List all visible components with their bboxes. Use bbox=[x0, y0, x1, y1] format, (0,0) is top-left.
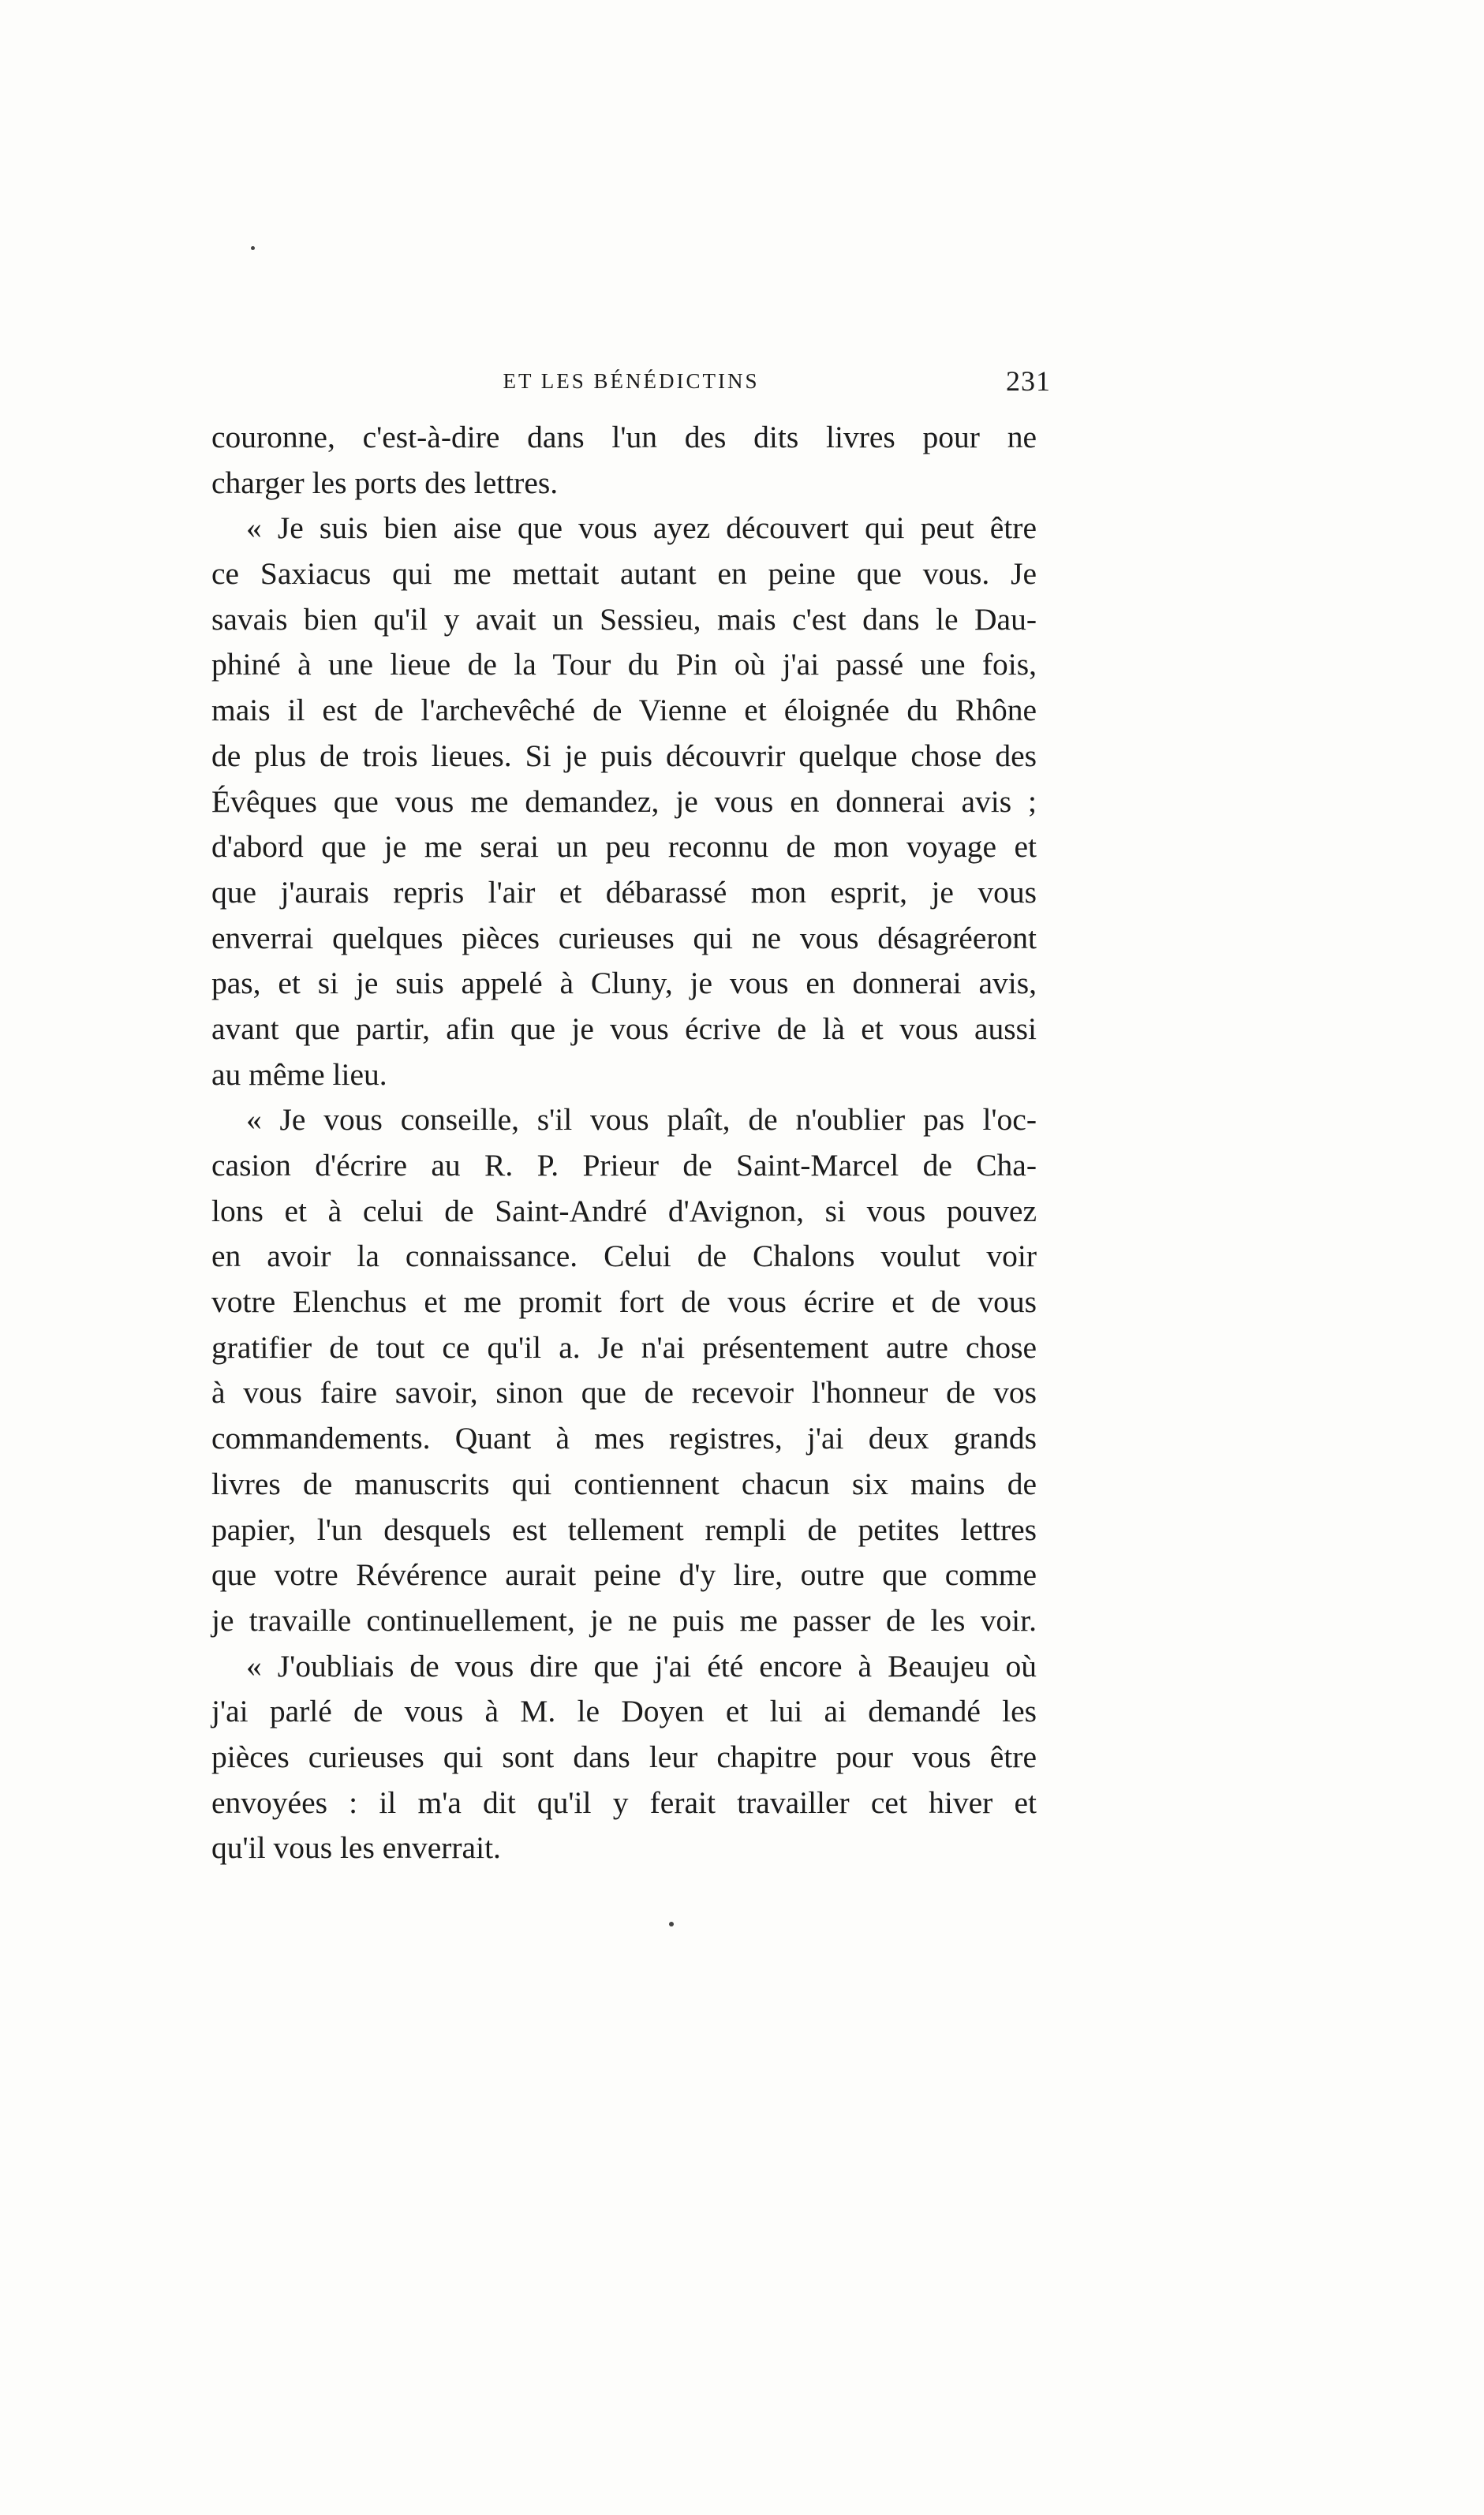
text-line: je travaille continuellement, je ne puis me passer de les voir. bbox=[211, 1602, 1037, 1638]
body-text bbox=[211, 415, 1037, 1871]
text-line: « Je suis bien aise que vous ayez découvert qui peut être bbox=[246, 510, 1037, 546]
text-line: qu'il vous les enverrait. bbox=[211, 1830, 501, 1866]
text-line: envoyées : il m'a dit qu'il y ferait travailler cet hiver et bbox=[211, 1784, 1037, 1820]
text-line: mais il est de l'archevêché de Vienne et éloignée du Rhône bbox=[211, 693, 1037, 728]
text-line: d'abord que je me serai un peu reconnu de mon voyage et bbox=[211, 829, 1037, 865]
text-line: j'ai parlé de vous à M. le Doyen et lui ai demandé les bbox=[211, 1694, 1037, 1729]
text-line: commandements. Quant à mes registres, j'ai deux grands bbox=[211, 1421, 1037, 1456]
text-line: pièces curieuses qui sont dans leur chapitre pour vous être bbox=[211, 1739, 1037, 1774]
text-line: à vous faire savoir, sinon que de recevoir l'honneur de vos bbox=[211, 1375, 1037, 1411]
running-title: ET LES BÉNÉDICTINS bbox=[503, 369, 760, 393]
text-line: casion d'écrire au R. P. Prieur de Saint-Marcel de Cha- bbox=[211, 1148, 1037, 1183]
paper-speck bbox=[669, 1922, 674, 1926]
text-line: enverrai quelques pièces curieuses qui ne vous désagréeront bbox=[211, 920, 1037, 955]
text-line: votre Elenchus et me promit fort de vous écrire et de vous bbox=[211, 1284, 1037, 1320]
text-line: en avoir la connaissance. Celui de Chalons voulut voir bbox=[211, 1239, 1037, 1274]
text-line: phiné à une lieue de la Tour du Pin où j'ai passé une fois, bbox=[211, 647, 1037, 682]
text-line: papier, l'un desquels est tellement rempli de petites lettres bbox=[211, 1512, 1037, 1547]
text-line: « J'oubliais de vous dire que j'ai été encore à Beaujeu où bbox=[246, 1648, 1037, 1684]
text-line: couronne, c'est-à-dire dans l'un des dits livres pour ne bbox=[211, 420, 1037, 454]
text-line: avant que partir, afin que je vous écrive de là et vous aussi bbox=[211, 1011, 1037, 1046]
text-line: que j'aurais repris l'air et débarassé mon esprit, je vous bbox=[211, 874, 1037, 910]
text-line: que votre Révérence aurait peine d'y lire, outre que comme bbox=[211, 1557, 1037, 1593]
text-line: charger les ports des lettres. bbox=[211, 465, 559, 500]
running-head bbox=[211, 361, 1051, 401]
text-line: savais bien qu'il y avait un Sessieu, mais c'est dans le Dau- bbox=[211, 601, 1037, 637]
text-line: de plus de trois lieues. Si je puis découvrir quelque chose des bbox=[211, 738, 1037, 773]
text-line: « Je vous conseille, s'il vous plaît, de n'oublier pas l'oc- bbox=[246, 1102, 1037, 1138]
text-line: ce Saxiacus qui me mettait autant en peine que vous. Je bbox=[211, 556, 1037, 592]
text-line: pas, et si je suis appelé à Cluny, je vous en donnerai avis, bbox=[211, 966, 1037, 1001]
paper-speck bbox=[251, 246, 255, 250]
text-line: au même lieu. bbox=[211, 1056, 387, 1092]
text-line: lons et à celui de Saint-André d'Avignon, si vous pouvez bbox=[211, 1193, 1037, 1228]
page-number: 231 bbox=[1006, 365, 1051, 397]
text-line: Évêques que vous me demandez, je vous en donnerai avis ; bbox=[211, 783, 1037, 819]
text-line: gratifier de tout ce qu'il a. Je n'ai présentement autre chose bbox=[211, 1329, 1037, 1365]
text-line: livres de manuscrits qui contiennent chacun six mains de bbox=[211, 1466, 1037, 1501]
